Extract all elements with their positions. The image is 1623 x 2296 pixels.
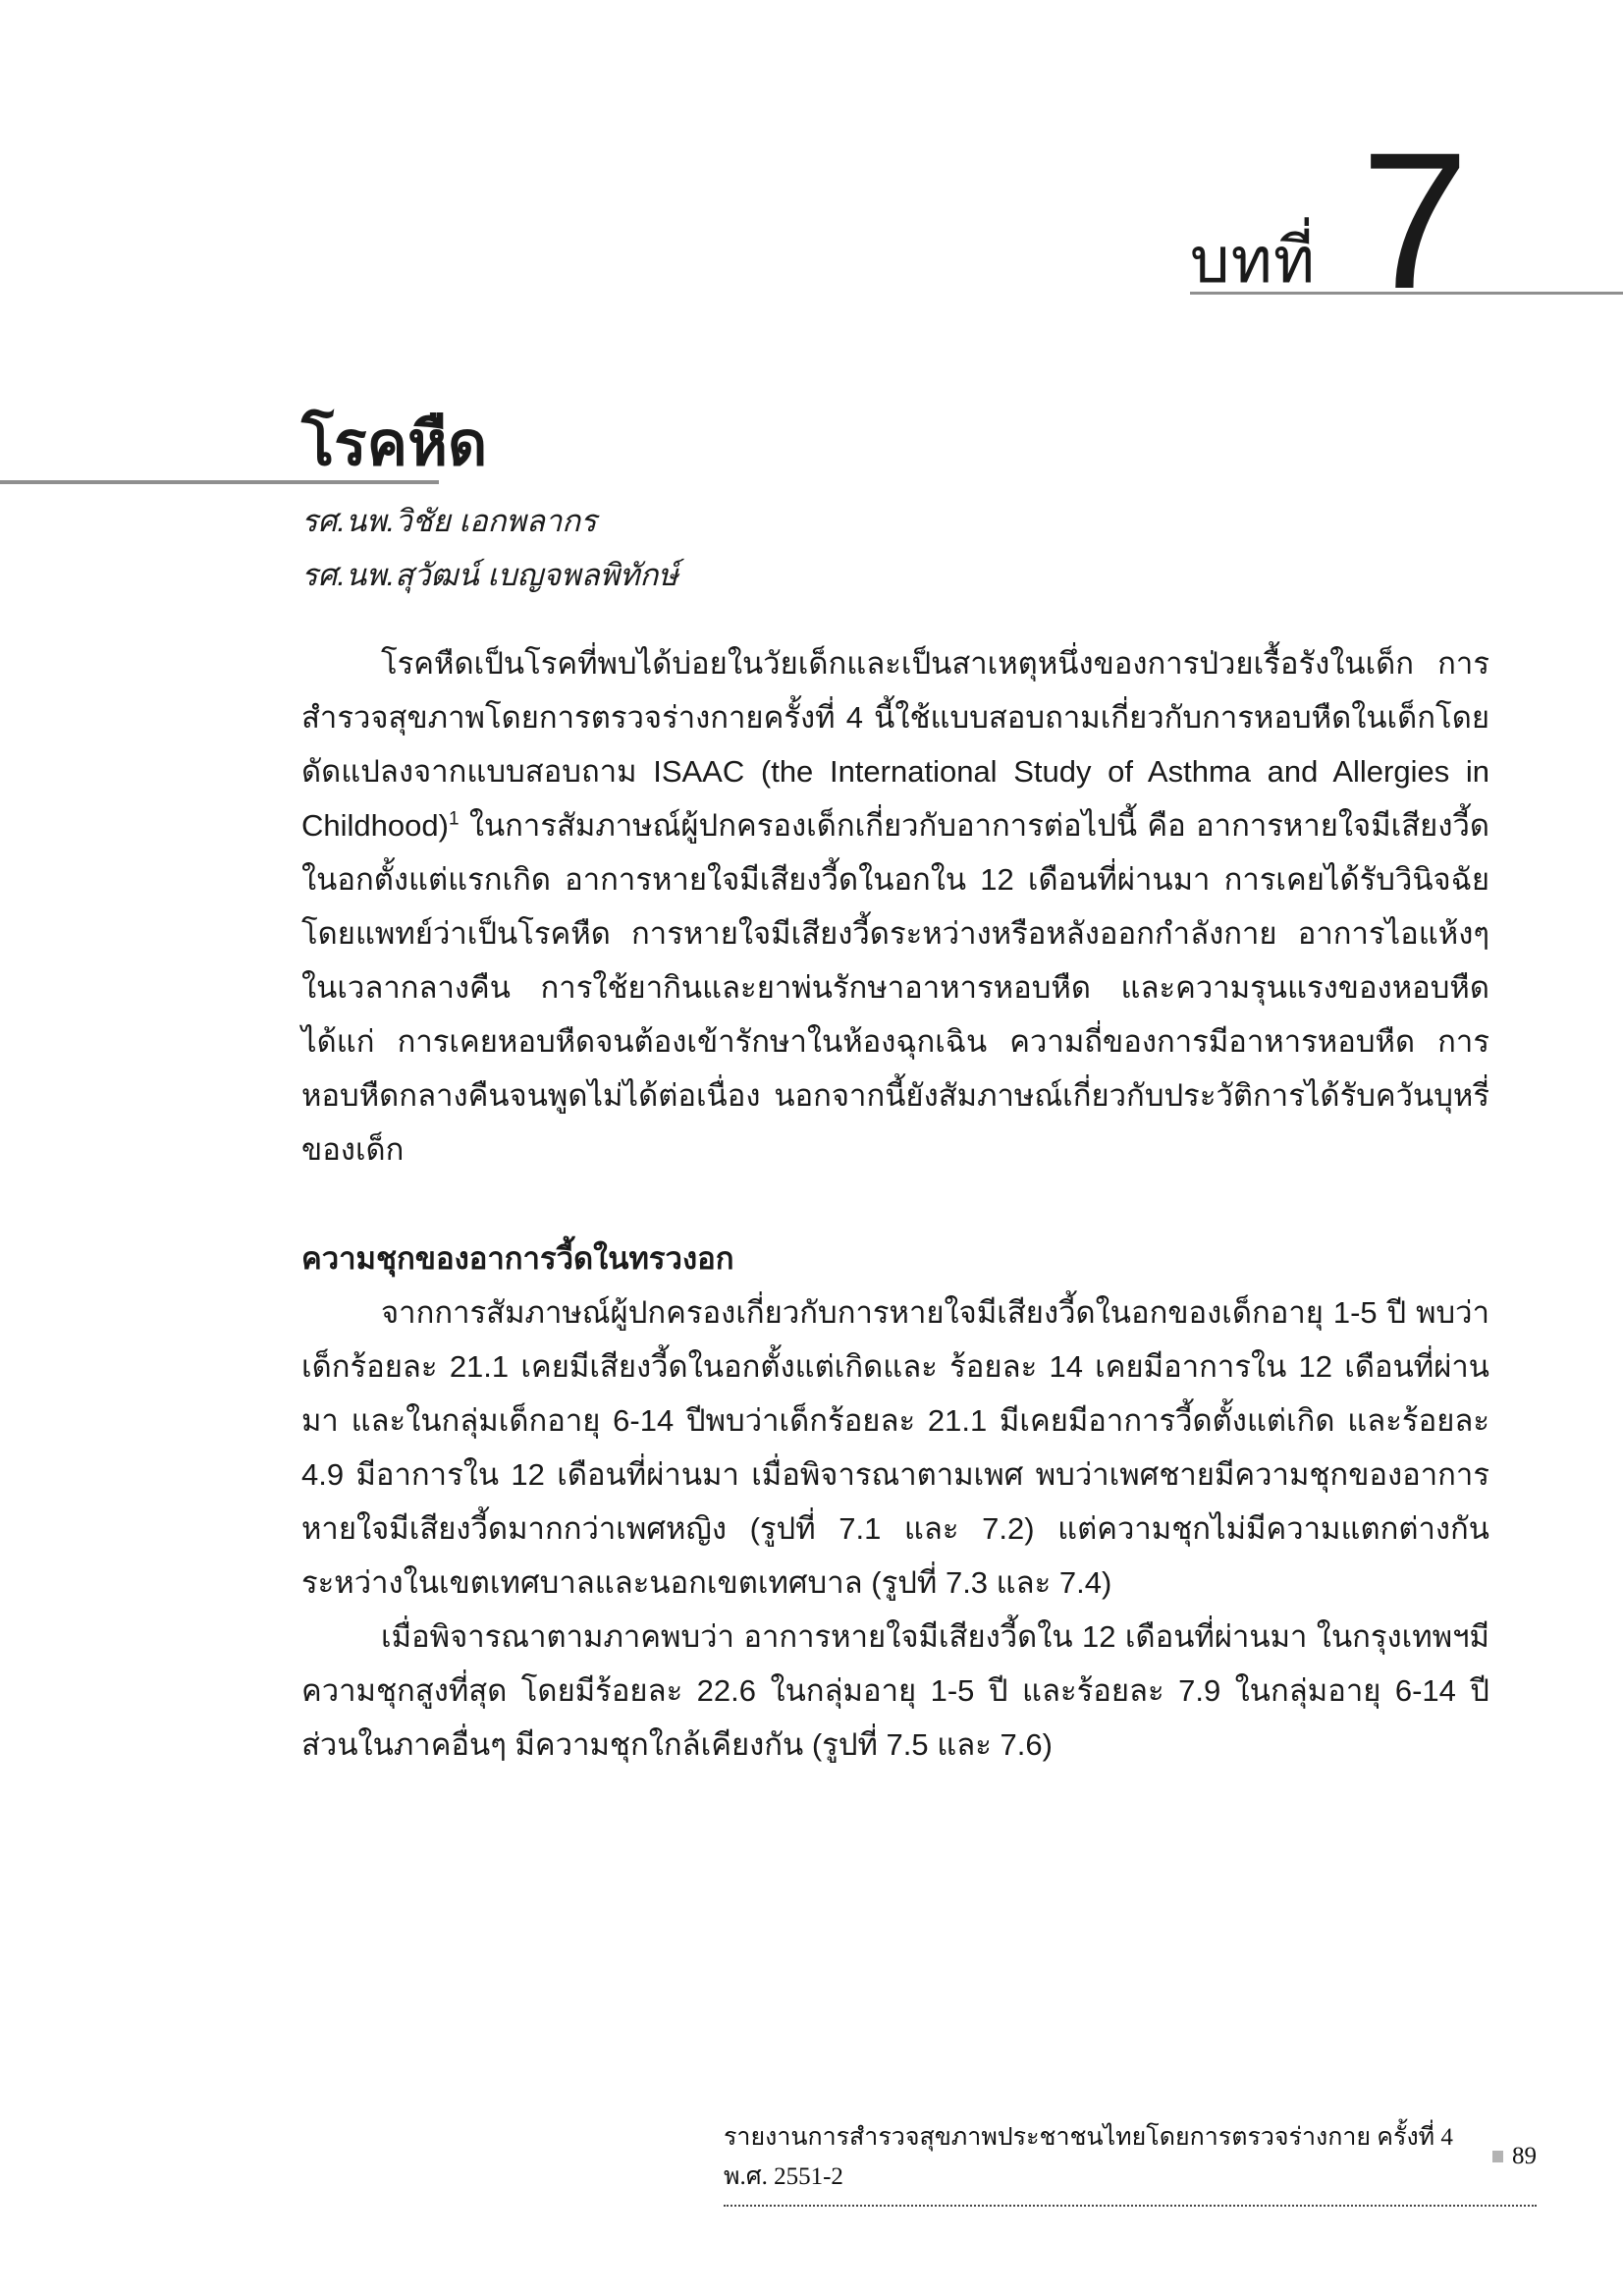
footnote-reference-mark: 1	[448, 808, 460, 830]
intro-paragraph	[301, 636, 1489, 1176]
footer-square-icon	[1492, 2151, 1503, 2162]
intro-text-before-ref: โรคหืดเป็นโรคที่พบได้บ่อยในวัยเด็กและเป็นสาเหตุหนึ่งของการป่วยเรื้อรังในเด็ก การสำรวจสุขภาพโดยการตรวจร่างกายครั้งที่ 4 นี้ใช้แบบสอบถามเกี่ยวกับการหอบหืดในเด็กโดยดัดแปลงจากแบบสอบถาม ISAAC (the International Study of Asthma and Allergies in Childhood)	[301, 646, 1489, 843]
chapter-number: 7	[1361, 112, 1470, 330]
chapter-header	[1190, 0, 1623, 330]
region-paragraph: เมื่อพิจารณาตามภาคพบว่า อาการหายใจมีเสียงวี้ดใน 12 เดือนที่ผ่านมา ในกรุงเทพฯมีความชุกสูงที่สุด โดยมีร้อยละ 22.6 ในกลุ่มอายุ 1-5 ปี และร้อยละ 7.9 ในกลุ่มอายุ 6-14 ปี ส่วนในภาคอื่นๆ มีความชุกใกล้เคียงกัน (รูปที่ 7.5 และ 7.6)	[301, 1619, 1489, 1762]
chapter-label: บทที่	[1190, 225, 1316, 297]
title-underline-rule	[0, 480, 439, 484]
author-list	[301, 494, 678, 602]
page-footer	[724, 2117, 1537, 2207]
page-title: โรคหืด	[301, 410, 488, 478]
author-name-1: รศ.นพ.วิชัย เอกพลากร	[301, 504, 597, 538]
author-name-2: รศ.นพ.สุวัฒน์ เบญจพลพิทักษ์	[301, 558, 678, 592]
section-heading-wheeze-prevalence: ความชุกของอาการวี้ดในทรวงอก	[301, 1241, 734, 1276]
intro-text-after-ref: ในการสัมภาษณ์ผู้ปกครองเด็กเกี่ยวกับอาการต่อไปนี้ คือ อาการหายใจมีเสียงวี้ดในอกตั้งแต่แรกเกิด อาการหายใจมีเสียงวี้ดในอกใน 12 เดือนที่ผ่านมา การเคยได้รับวินิจฉัยโดยแพทย์ว่าเป็นโรคหืด การหายใจมีเสียงวี้ดระหว่างหรือหลังออกกำลังกาย อาการไอแห้งๆ ในเวลากลางคืน การใช้ยากินและยาพ่นรักษาอาหารหอบหืด และความรุนแรงของหอบหืด ได้แก่ การเคยหอบหืดจนต้องเข้ารักษาในห้องฉุกเฉิน ความถี่ของการมีอาหารหอบหืด การหอบหืดกลางคืนจนพูดไม่ได้ต่อเนื่อง นอกจากนี้ยังสัมภาษณ์เกี่ยวกับประวัติการได้รับควันบุหรี่ของเด็ก	[301, 808, 1489, 1167]
body-content	[301, 636, 1489, 1772]
page-number: 89	[1512, 2143, 1537, 2169]
prevalence-paragraph: จากการสัมภาษณ์ผู้ปกครองเกี่ยวกับการหายใจมีเสียงวี้ดในอกของเด็กอายุ 1-5 ปี พบว่าเด็กร้อยละ 21.1 เคยมีเสียงวี้ดในอกตั้งแต่เกิดและ ร้อยละ 14 เคยมีอาการใน 12 เดือนที่ผ่านมา และในกลุ่มเด็กอายุ 6-14 ปีพบว่าเด็กร้อยละ 21.1 มีเคยมีอาการวี้ดตั้งแต่เกิด และร้อยละ 4.9 มีอาการใน 12 เดือนที่ผ่านมา เมื่อพิจารณาตามเพศ พบว่าเพศชายมีความชุกของอาการหายใจมีเสียงวี้ดมากกว่าเพศหญิง (รูปที่ 7.1 และ 7.2) แต่ความชุกไม่มีความแตกต่างกันระหว่างในเขตเทศบาลและนอกเขตเทศบาล (รูปที่ 7.3 และ 7.4)	[301, 1295, 1489, 1600]
footer-report-title: รายงานการสำรวจสุขภาพประชาชนไทยโดยการตรวจร่างกาย ครั้งที่ 4 พ.ศ. 2551-2	[724, 2124, 1453, 2190]
